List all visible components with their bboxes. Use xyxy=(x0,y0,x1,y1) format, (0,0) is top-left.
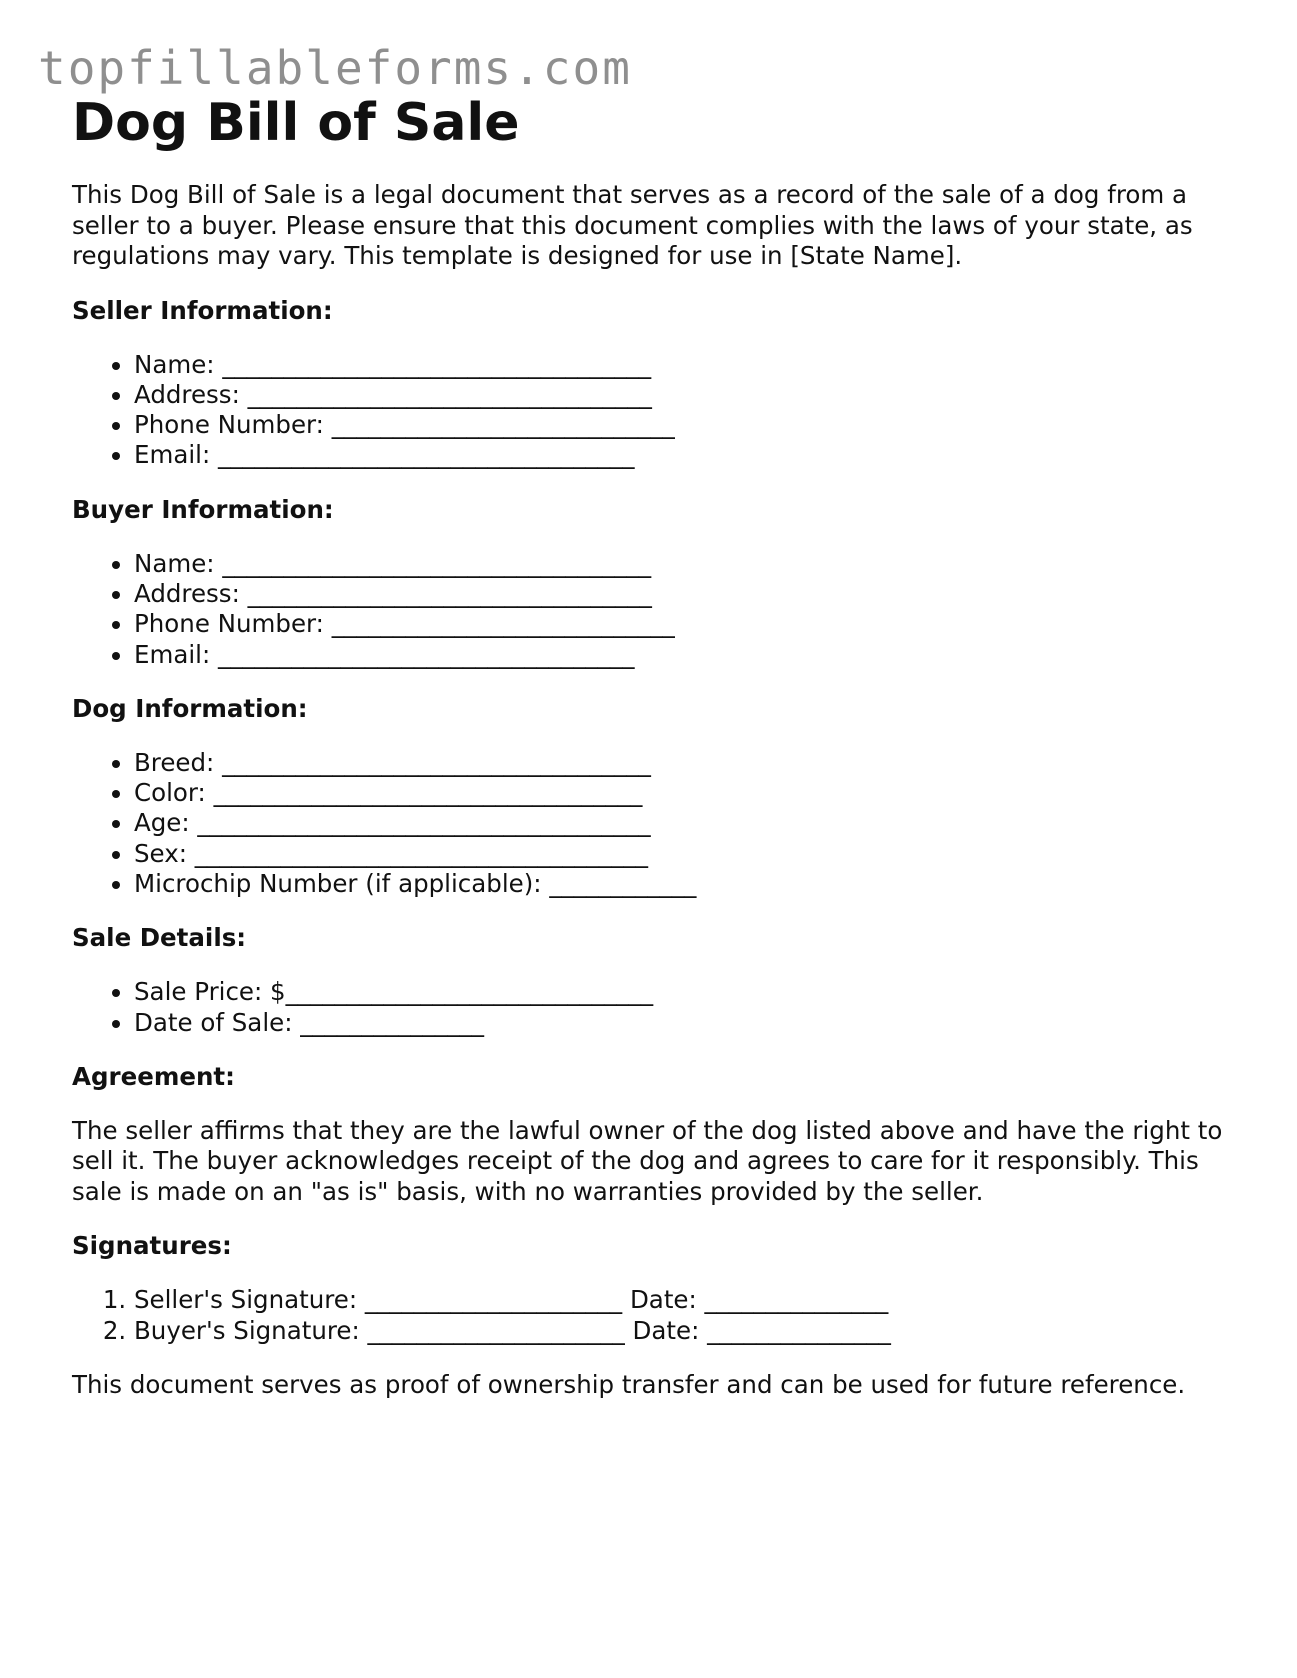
seller-address-field[interactable]: • Address: _________________________________ xyxy=(134,380,1242,410)
seller-fields xyxy=(72,350,1242,471)
page-title: Dog Bill of Sale xyxy=(72,93,520,153)
dog-microchip-field[interactable]: • Microchip Number (if applicable): ____________ xyxy=(134,869,1242,899)
buyer-signature-field[interactable]: 2. Buyer's Signature: _____________________ Date: _______________ xyxy=(134,1316,1242,1346)
watermark: topfillableforms.com xyxy=(38,41,632,95)
closing-paragraph: This document serves as proof of ownership transfer and can be used for future reference. xyxy=(72,1370,1186,1400)
buyer-email-field[interactable]: • Email: __________________________________ xyxy=(134,640,1242,670)
agreement-heading: Agreement: xyxy=(72,1061,235,1091)
buyer-name-field[interactable]: • Name: ___________________________________ xyxy=(134,549,1242,579)
sale-heading: Sale Details: xyxy=(72,923,247,953)
dog-fields xyxy=(72,748,1242,899)
seller-email-field[interactable]: • Email: __________________________________ xyxy=(134,440,1242,470)
seller-phone-field[interactable]: • Phone Number: ____________________________ xyxy=(134,410,1242,440)
dog-breed-field[interactable]: • Breed: ___________________________________ xyxy=(134,748,1242,778)
sale-price-field[interactable]: • Sale Price: $______________________________ xyxy=(134,977,1242,1007)
seller-name-field[interactable]: • Name: ___________________________________ xyxy=(134,350,1242,380)
seller-signature-field[interactable]: 1. Seller's Signature: _____________________ Date: _______________ xyxy=(134,1285,1242,1315)
dog-age-field[interactable]: • Age: _____________________________________ xyxy=(134,808,1242,838)
dog-sex-field[interactable]: • Sex: _____________________________________ xyxy=(134,839,1242,869)
buyer-address-field[interactable]: • Address: _________________________________ xyxy=(134,579,1242,609)
dog-color-field[interactable]: • Color: ___________________________________ xyxy=(134,778,1242,808)
buyer-phone-field[interactable]: • Phone Number: ____________________________ xyxy=(134,609,1242,639)
buyer-heading: Buyer Information: xyxy=(72,494,334,524)
dog-heading: Dog Information: xyxy=(72,693,308,723)
agreement-paragraph: The seller affirms that they are the lawful owner of the dog listed above and have the right to sell it. The buyer acknowledges receipt of the dog and agrees to care for it responsibly. This sale is made on an "as is" basis, with no warranties provided by the seller. xyxy=(72,1115,1223,1206)
buyer-fields xyxy=(72,549,1242,670)
sale-date-field[interactable]: • Date of Sale: _______________ xyxy=(134,1008,1242,1038)
document-body xyxy=(72,88,1242,1401)
sale-fields xyxy=(72,977,1242,1038)
signatures-heading: Signatures: xyxy=(72,1231,232,1261)
intro-paragraph: This Dog Bill of Sale is a legal document that serves as a record of the sale of a dog from a seller to a buyer. Please ensure that this document complies with the laws of your state, as regulations may vary. This template is designed for use in [State Name]. xyxy=(72,180,1193,270)
signature-fields xyxy=(72,1285,1242,1346)
seller-heading: Seller Information: xyxy=(72,295,333,325)
